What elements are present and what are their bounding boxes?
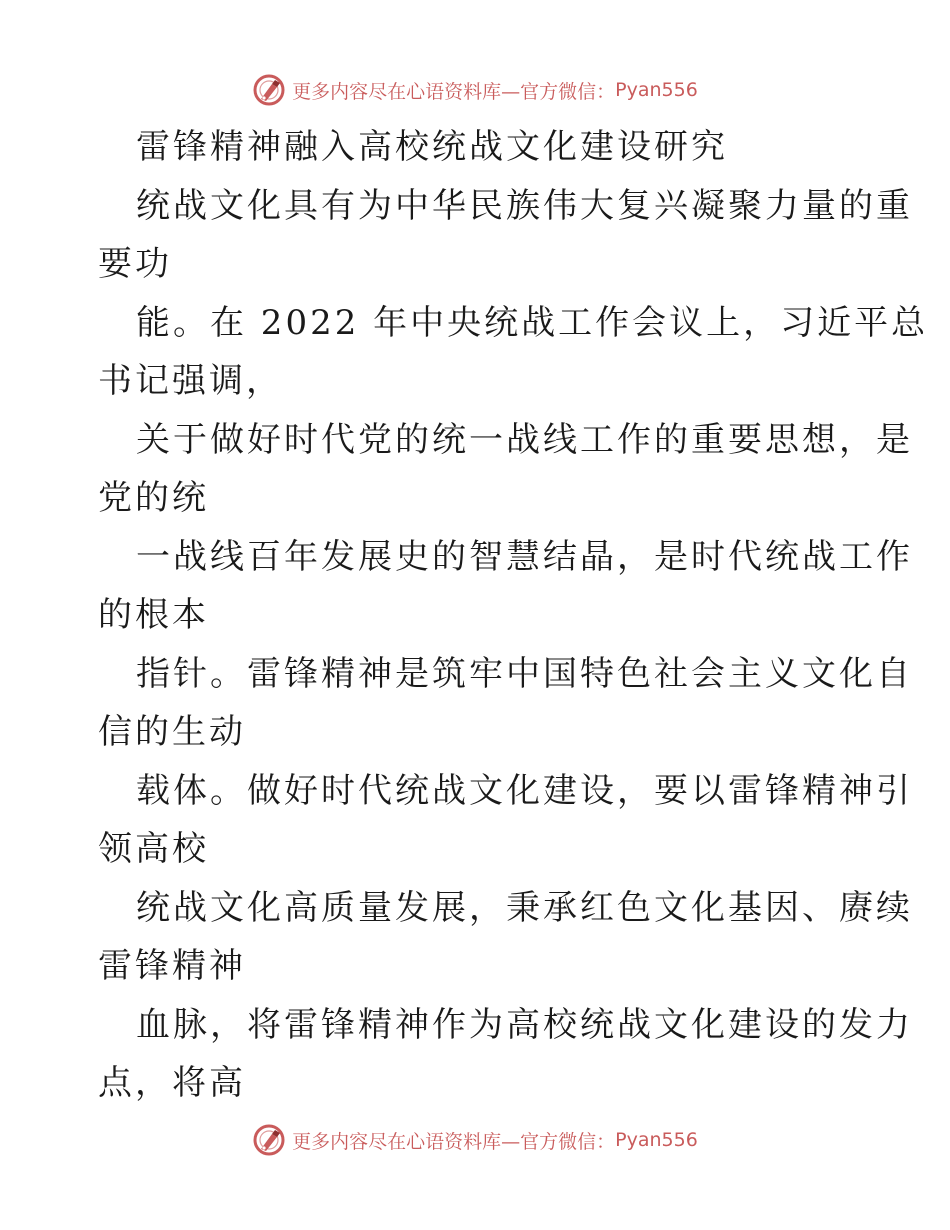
text-line: 要功	[98, 244, 172, 284]
text-line: 统战文化高质量发展，秉承红色文化基因、赓续	[136, 887, 913, 928]
text-line: 载体。做好时代统战文化建设，要以雷锋精神引	[136, 770, 913, 811]
watermark-text: 更多内容尽在心语资料库—官方微信：	[292, 1130, 616, 1153]
text-line: 雷锋精神融入高校统战文化建设研究	[136, 127, 728, 167]
text-line: 雷锋精神	[98, 946, 246, 986]
pen-nib-logo-icon	[252, 73, 286, 107]
text-line: 信的生动	[98, 712, 246, 752]
text-line: 统战文化具有为中华民族伟大复兴凝聚力量的重	[136, 185, 913, 226]
text-line: 书记强调，	[98, 361, 283, 401]
text-line: 一战线百年发展史的智慧结晶，是时代统战工作	[136, 536, 913, 577]
watermark-text: 更多内容尽在心语资料库—官方微信：	[292, 80, 616, 103]
pen-nib-logo-icon	[252, 1123, 286, 1157]
text-line: 关于做好时代党的统一战线工作的重要思想，是	[136, 419, 913, 460]
text-line: 能。在 2022 年中央统战工作会议上，习近平总	[136, 302, 929, 343]
text-line: 点，将高	[98, 1063, 246, 1103]
header-watermark	[0, 70, 950, 110]
text-line: 指针。雷锋精神是筑牢中国特色社会主义文化自	[136, 653, 913, 694]
watermark-wechat-id: Pyan556	[615, 1129, 698, 1151]
text-line: 党的统	[98, 478, 209, 518]
footer-watermark	[0, 1120, 950, 1160]
text-line: 领高校	[98, 829, 209, 869]
text-line: 血脉，将雷锋精神作为高校统战文化建设的发力	[136, 1004, 913, 1045]
document-body	[98, 118, 929, 1113]
watermark-wechat-id: Pyan556	[615, 79, 698, 101]
text-line: 的根本	[98, 595, 209, 635]
